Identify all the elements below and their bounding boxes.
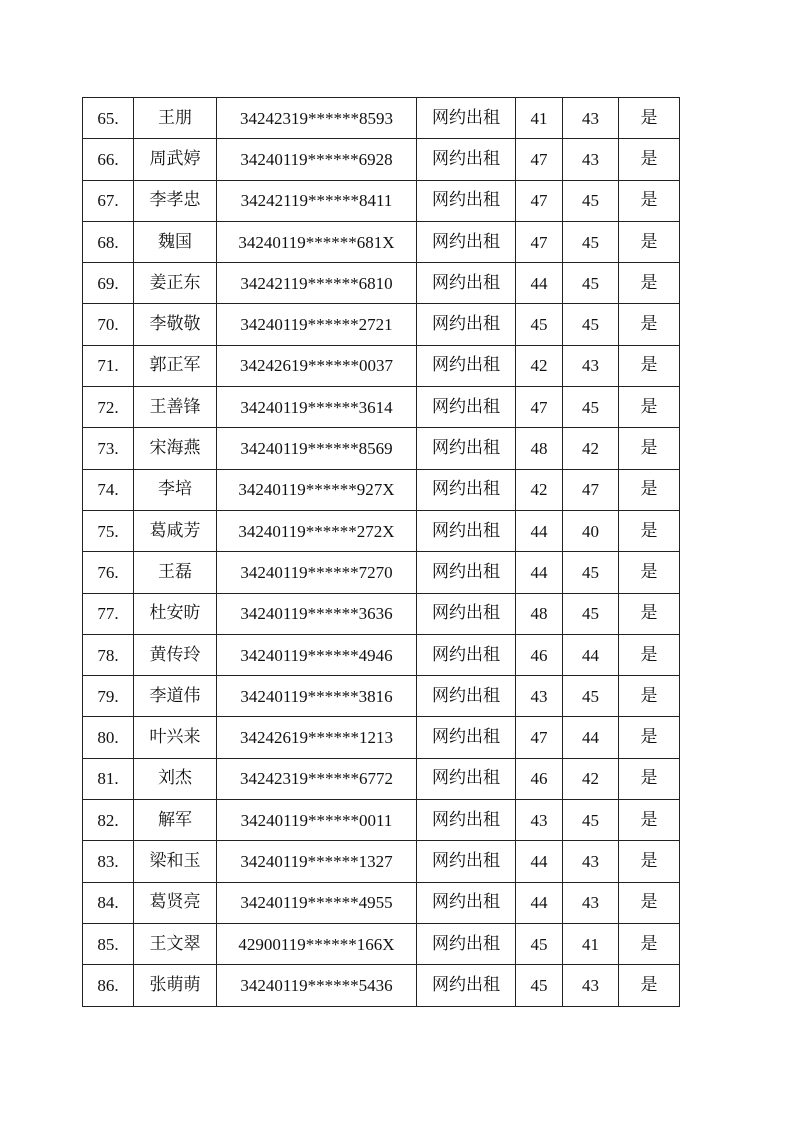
score-b-cell: 45 [563,263,619,304]
person-name-cell: 梁和玉 [134,841,217,882]
person-name-cell: 王朋 [134,98,217,139]
id-number-cell: 34240119******3816 [217,676,417,717]
id-number-cell: 34242119******8411 [217,180,417,221]
id-number-cell: 34240119******6928 [217,139,417,180]
id-number-cell: 34242319******8593 [217,98,417,139]
score-b-cell: 45 [563,221,619,262]
person-name-cell: 杜安昉 [134,593,217,634]
vehicle-type-cell: 网约出租 [417,469,516,510]
score-b-cell: 47 [563,469,619,510]
score-a-cell: 47 [516,387,563,428]
id-number-cell: 34240119******3614 [217,387,417,428]
id-number-cell: 34240119******4946 [217,634,417,675]
id-number-cell: 34240119******927X [217,469,417,510]
vehicle-type-cell: 网约出租 [417,882,516,923]
table-row [83,221,680,262]
table-row [83,758,680,799]
person-name-cell: 李道伟 [134,676,217,717]
vehicle-type-cell: 网约出租 [417,428,516,469]
vehicle-type-cell: 网约出租 [417,593,516,634]
person-name-cell: 葛贤亮 [134,882,217,923]
qualified-cell: 是 [619,387,680,428]
qualified-cell: 是 [619,923,680,964]
row-number-cell: 83. [83,841,134,882]
vehicle-type-cell: 网约出租 [417,800,516,841]
person-name-cell: 周武婷 [134,139,217,180]
score-a-cell: 43 [516,800,563,841]
id-number-cell: 34240119******1327 [217,841,417,882]
person-name-cell: 叶兴来 [134,717,217,758]
table-row [83,552,680,593]
vehicle-type-cell: 网约出租 [417,552,516,593]
id-number-cell: 34240119******5436 [217,965,417,1006]
id-number-cell: 34240119******7270 [217,552,417,593]
vehicle-type-cell: 网约出租 [417,387,516,428]
qualified-cell: 是 [619,676,680,717]
id-number-cell: 34240119******8569 [217,428,417,469]
score-b-cell: 42 [563,758,619,799]
row-number-cell: 82. [83,800,134,841]
row-number-cell: 74. [83,469,134,510]
score-b-cell: 45 [563,552,619,593]
score-a-cell: 45 [516,923,563,964]
id-number-cell: 34242619******0037 [217,345,417,386]
qualified-cell: 是 [619,428,680,469]
person-name-cell: 刘杰 [134,758,217,799]
table-row [83,965,680,1006]
row-number-cell: 81. [83,758,134,799]
table-row [83,634,680,675]
score-a-cell: 45 [516,304,563,345]
score-a-cell: 45 [516,965,563,1006]
table-row [83,98,680,139]
score-a-cell: 42 [516,469,563,510]
qualified-cell: 是 [619,510,680,551]
person-name-cell: 王文翠 [134,923,217,964]
vehicle-type-cell: 网约出租 [417,221,516,262]
person-name-cell: 李孝忠 [134,180,217,221]
score-b-cell: 45 [563,387,619,428]
vehicle-type-cell: 网约出租 [417,923,516,964]
roster-body [83,98,680,1007]
vehicle-type-cell: 网约出租 [417,304,516,345]
qualified-cell: 是 [619,180,680,221]
row-number-cell: 78. [83,634,134,675]
table-row [83,676,680,717]
table-row [83,180,680,221]
id-number-cell: 34240119******2721 [217,304,417,345]
person-name-cell: 王磊 [134,552,217,593]
score-a-cell: 44 [516,882,563,923]
vehicle-type-cell: 网约出租 [417,676,516,717]
qualified-cell: 是 [619,758,680,799]
id-number-cell: 34242119******6810 [217,263,417,304]
id-number-cell: 34240119******0011 [217,800,417,841]
table-row [83,304,680,345]
row-number-cell: 65. [83,98,134,139]
qualified-cell: 是 [619,882,680,923]
person-name-cell: 郭正军 [134,345,217,386]
id-number-cell: 34240119******272X [217,510,417,551]
row-number-cell: 80. [83,717,134,758]
qualified-cell: 是 [619,221,680,262]
row-number-cell: 79. [83,676,134,717]
row-number-cell: 84. [83,882,134,923]
score-b-cell: 43 [563,841,619,882]
row-number-cell: 86. [83,965,134,1006]
table-row [83,841,680,882]
qualified-cell: 是 [619,552,680,593]
qualified-cell: 是 [619,965,680,1006]
person-name-cell: 黄传玲 [134,634,217,675]
table-row [83,139,680,180]
score-b-cell: 45 [563,180,619,221]
id-number-cell: 34240119******3636 [217,593,417,634]
score-a-cell: 48 [516,593,563,634]
qualified-cell: 是 [619,263,680,304]
score-b-cell: 41 [563,923,619,964]
id-number-cell: 42900119******166X [217,923,417,964]
score-b-cell: 43 [563,139,619,180]
score-a-cell: 42 [516,345,563,386]
table-row [83,510,680,551]
score-b-cell: 45 [563,676,619,717]
vehicle-type-cell: 网约出租 [417,180,516,221]
score-b-cell: 43 [563,965,619,1006]
person-name-cell: 葛咸芳 [134,510,217,551]
vehicle-type-cell: 网约出租 [417,634,516,675]
score-a-cell: 44 [516,552,563,593]
person-name-cell: 李敬敬 [134,304,217,345]
score-a-cell: 43 [516,676,563,717]
score-a-cell: 48 [516,428,563,469]
table-row [83,428,680,469]
person-name-cell: 宋海燕 [134,428,217,469]
score-b-cell: 45 [563,593,619,634]
row-number-cell: 70. [83,304,134,345]
table-row [83,593,680,634]
score-b-cell: 44 [563,634,619,675]
score-a-cell: 44 [516,263,563,304]
table-row [83,923,680,964]
table-row [83,263,680,304]
person-name-cell: 解军 [134,800,217,841]
table-row [83,387,680,428]
person-name-cell: 李培 [134,469,217,510]
vehicle-type-cell: 网约出租 [417,263,516,304]
id-number-cell: 34242619******1213 [217,717,417,758]
row-number-cell: 66. [83,139,134,180]
score-a-cell: 41 [516,98,563,139]
score-b-cell: 42 [563,428,619,469]
score-a-cell: 44 [516,510,563,551]
vehicle-type-cell: 网约出租 [417,345,516,386]
qualified-cell: 是 [619,800,680,841]
qualified-cell: 是 [619,139,680,180]
row-number-cell: 73. [83,428,134,469]
score-b-cell: 44 [563,717,619,758]
id-number-cell: 34240119******4955 [217,882,417,923]
vehicle-type-cell: 网约出租 [417,758,516,799]
score-a-cell: 46 [516,758,563,799]
person-name-cell: 魏国 [134,221,217,262]
row-number-cell: 77. [83,593,134,634]
qualified-cell: 是 [619,634,680,675]
vehicle-type-cell: 网约出租 [417,965,516,1006]
qualified-cell: 是 [619,304,680,345]
row-number-cell: 68. [83,221,134,262]
score-a-cell: 47 [516,717,563,758]
score-a-cell: 47 [516,180,563,221]
qualified-cell: 是 [619,469,680,510]
id-number-cell: 34240119******681X [217,221,417,262]
score-b-cell: 43 [563,882,619,923]
qualified-cell: 是 [619,841,680,882]
qualified-cell: 是 [619,98,680,139]
table-row [83,717,680,758]
score-a-cell: 47 [516,139,563,180]
qualified-cell: 是 [619,717,680,758]
table-row [83,882,680,923]
score-b-cell: 40 [563,510,619,551]
score-b-cell: 45 [563,304,619,345]
row-number-cell: 85. [83,923,134,964]
vehicle-type-cell: 网约出租 [417,98,516,139]
row-number-cell: 67. [83,180,134,221]
score-a-cell: 46 [516,634,563,675]
qualified-cell: 是 [619,593,680,634]
table-row [83,800,680,841]
table-row [83,345,680,386]
id-number-cell: 34242319******6772 [217,758,417,799]
score-b-cell: 43 [563,98,619,139]
table-row [83,469,680,510]
row-number-cell: 72. [83,387,134,428]
person-name-cell: 张萌萌 [134,965,217,1006]
vehicle-type-cell: 网约出租 [417,510,516,551]
row-number-cell: 69. [83,263,134,304]
row-number-cell: 76. [83,552,134,593]
score-b-cell: 45 [563,800,619,841]
score-a-cell: 44 [516,841,563,882]
roster-table [82,97,680,1007]
row-number-cell: 71. [83,345,134,386]
score-a-cell: 47 [516,221,563,262]
person-name-cell: 姜正东 [134,263,217,304]
score-b-cell: 43 [563,345,619,386]
qualified-cell: 是 [619,345,680,386]
vehicle-type-cell: 网约出租 [417,841,516,882]
person-name-cell: 王善锋 [134,387,217,428]
vehicle-type-cell: 网约出租 [417,139,516,180]
vehicle-type-cell: 网约出租 [417,717,516,758]
row-number-cell: 75. [83,510,134,551]
